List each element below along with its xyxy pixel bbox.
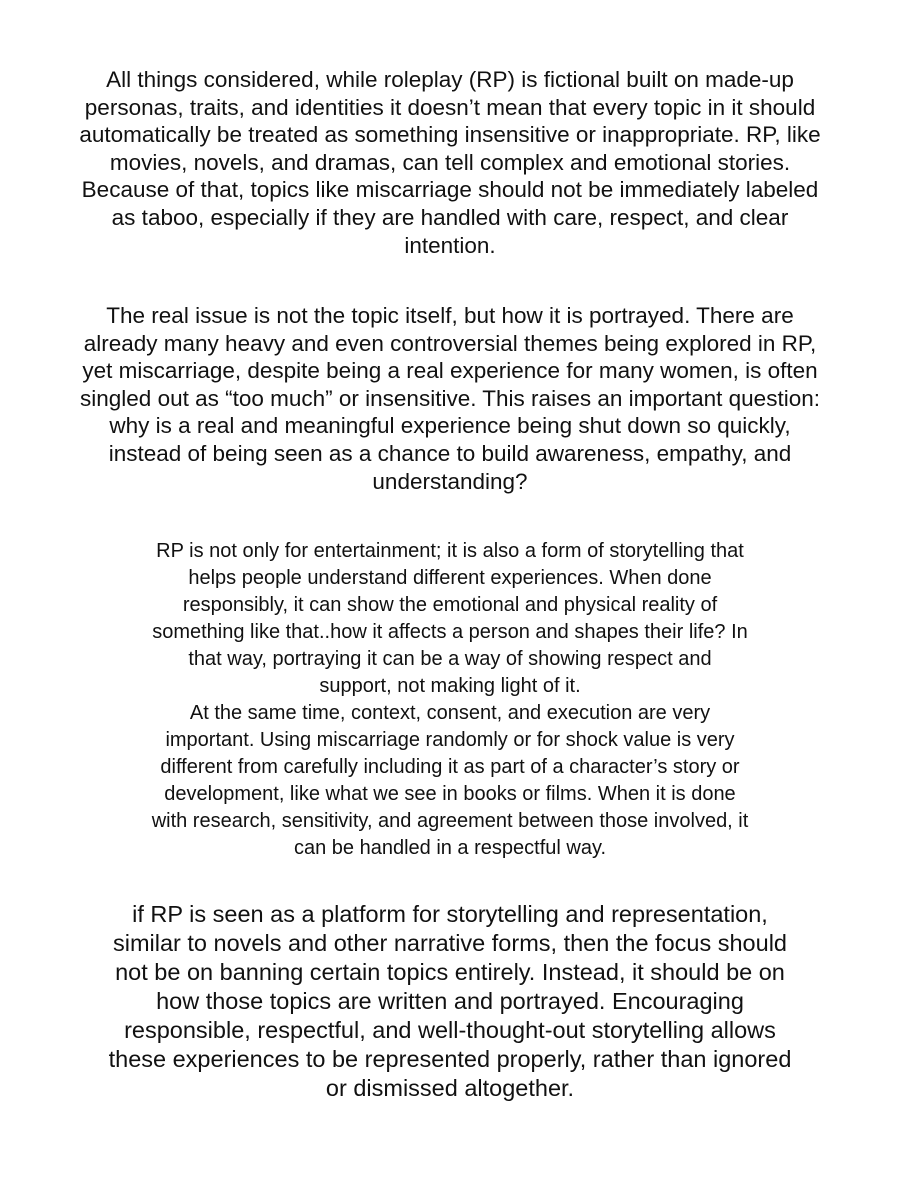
paragraph-conclusion: if RP is seen as a platform for storytelling and representation, similar to novels and other narrative forms, then the focus should not be on banning certain topics entirely. Instead, it should be on how those topics are written and portrayed. Encouraging responsible, respectful, and well-thought-out storytelling allows these experiences to be represented properly, rather than ignored or dismissed altogether. [108, 901, 792, 1101]
paragraph-intro: All things considered, while roleplay (RP) is fictional built on made-up personas, traits, and identities it doesn’t mean that every topic in it should automatically be treated as something insensitive or inappropriate. RP, like movies, novels, and dramas, can tell complex and emotional stories. Because of that, topics like miscarriage should not be immediately labeled as taboo, especially if they are handled with care, respect, and clear intention. [79, 67, 821, 258]
paragraph-storytelling: RP is not only for entertainment; it is also a form of storytelling that helps people understand different experiences. When done responsibly, it can show the emotional and physical reality of something like that..how it affects a person and shapes their life? In that way, portraying it can be a way of showing respect and support, not making light of it. At the same time, context, consent, and execution are very important. Using miscarriage randomly or for shock value is very different from carefully including it as part of a character’s story or development, like what we see in books or films. When it is done with research, sensitivity, and agreement between those involved, it can be handled in a respectful way. [151, 540, 749, 859]
paragraph-real-issue: The real issue is not the topic itself, but how it is portrayed. There are already many heavy and even controversial themes being explored in RP, yet miscarriage, despite being a real experience for many women, is often singled out as “too much” or insensitive. This raises an important question: why is a real and meaningful experience being shut down so quickly, instead of being seen as a chance to build awareness, empathy, and understanding? [80, 303, 820, 494]
